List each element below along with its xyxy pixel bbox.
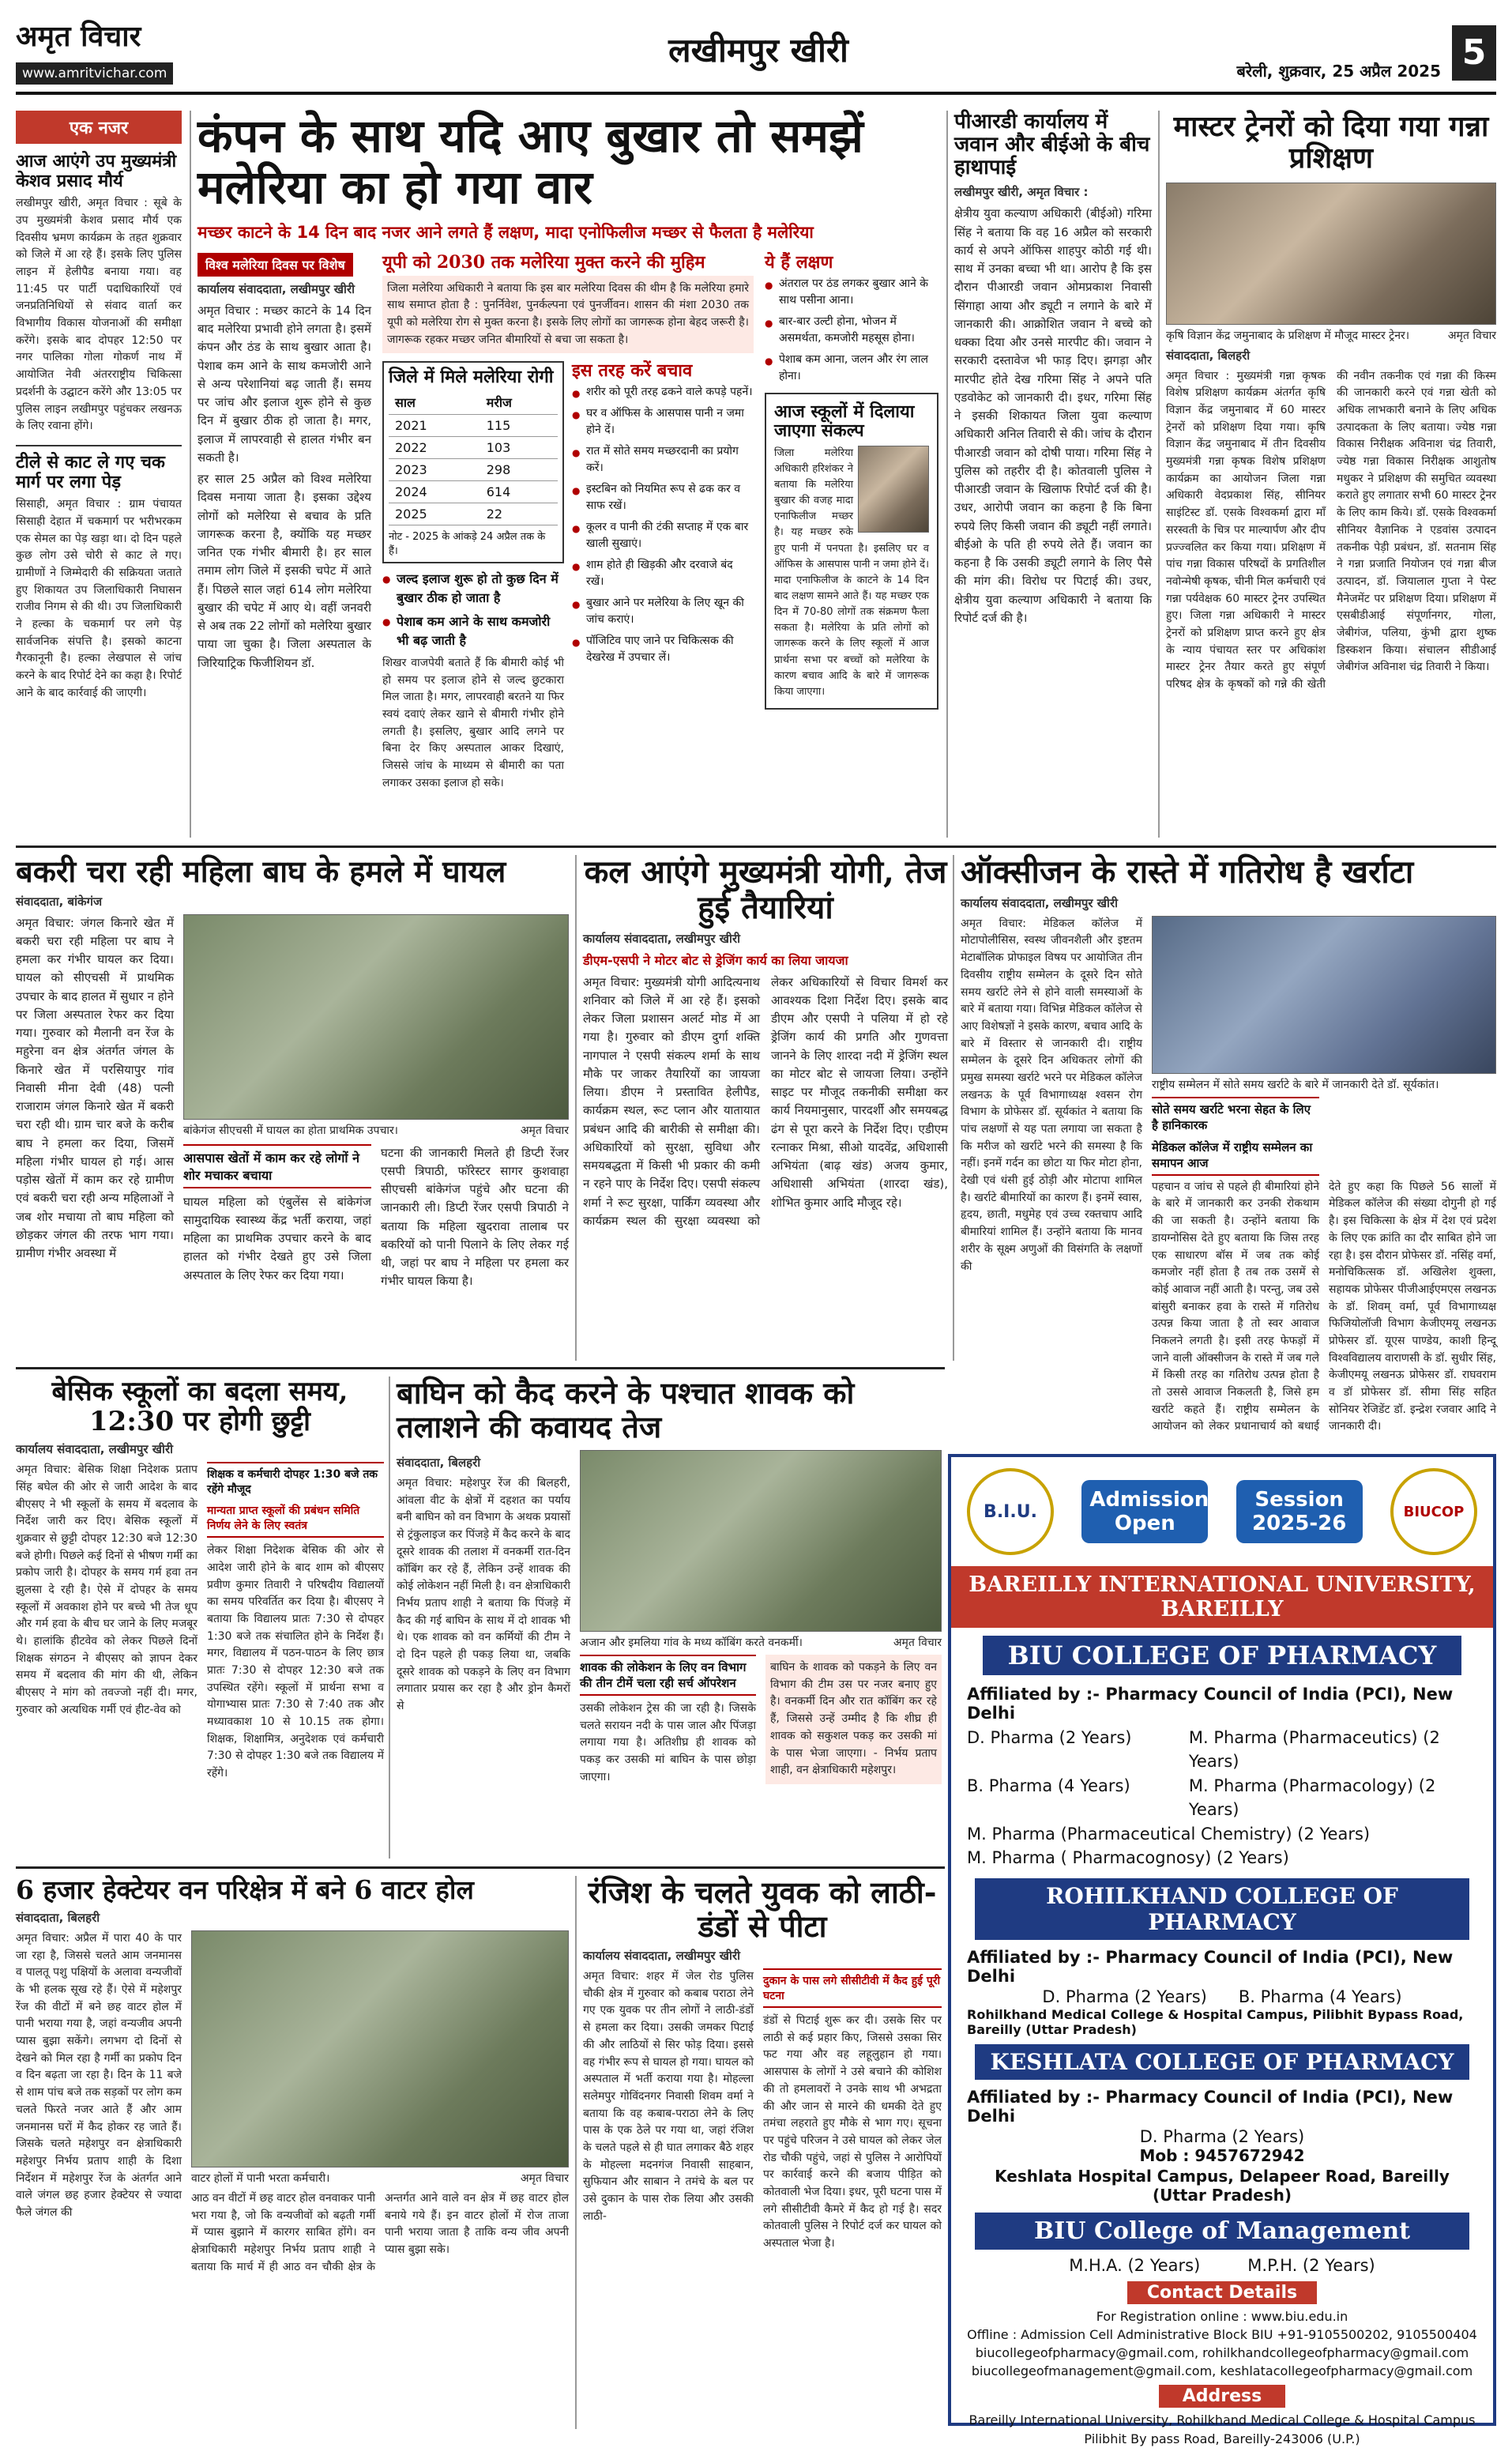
lead-story <box>197 111 940 838</box>
prevention-list <box>572 384 754 666</box>
goat-body: अमृत विचार: जंगल किनारे खेत में बकरी चरा रही महिला पर बाघ ने हमला कर गंभीर घायल कर दिया। घायल को सीएचसी में प्राथमिक उपचार के बाद हालत में सुधार न होने पर जिला अस्पताल रेफर कर दिया गया। गुरुवार को मैलानी वन रेंज के महुरेना वन क्षेत्र अंतर्गत जंगल के किनारे खेत में परसियापुर गांव निवासी मीना देवी (48) पत्नी राजाराम जंगल किनारे खेत में बकरी चरा रही थी। ग्राम चार बजे के करीब बाघ ने हमला कर दिया, जिसमें महिला गंभीर घायल हो गई। आस पड़ोस खेतों में काम कर रहे ग्रामीण एवं बकरी चरा रही अन्य महिलाओं ने जब शोर मचाया तो बाघ महिला को छोड़कर जंगल की तरफ भाग गया। ग्रामीण गंभीर अवस्था में <box>16 915 174 1261</box>
college3-course: D. Pharma (2 Years) <box>1139 2126 1305 2146</box>
contact-line[interactable]: For Registration online : www.biu.edu.in <box>1096 2308 1348 2324</box>
newspaper-logo <box>16 16 182 87</box>
course-item: B. Pharma (4 Years) <box>967 1776 1130 1795</box>
lead-subheadline: मच्छर काटने के 14 दिन बाद नजर आने लगते हैं लक्षण, मादा एनोफिलीज मच्छर से फैलता है मलेरिया <box>197 222 814 242</box>
waterhole-caption: वाटर होलों में पानी भरता कर्मचारी। <box>191 2171 330 2185</box>
lead-body3: शिखर वाजपेयी बताते हैं कि बीमारी कोई भी हो समय पर इलाज होने से जल्द छुटकारा मिल जाता है। मगर, लापरवाही बरतने या फिर स्वयं दवाएं लेकर खाने से बीमारी गंभीर होने लगती है। इसलिए, बुखार आदि लगने पर बिना देर किए अस्पताल आकर दिखाएं, जिससे जांच के माध्यम से बीमारी का पता लगाकर उसका इलाज हो सके। <box>382 656 564 789</box>
campaign-body: जिला मलेरिया अधिकारी ने बताया कि इस बार मलेरिया दिवस की थीम है कि मलेरिया हमारे साथ समाप्त होता है : पुनर्निवेश, पुनर्कल्पना एवं पुनर्जीवन। शासन की मंशा 2030 तक यूपी को मलेरिया रोग से मुक्त करना है। इसके लिए लोगों का जागरूक होना बेहद जरूरी है। जागरूक रहकर मच्छर जनित बीमारियों से बचा जा सकता है। <box>382 276 754 354</box>
malaria-table-box <box>382 361 564 563</box>
malaria-tips <box>382 570 564 650</box>
tigress-body2: उसकी लोकेशन ट्रेस की जा रही है। जिसके चलते सरायन नदी के पास जाल और पिंजड़ा लगाया गया है। अतिशीघ्र ही शावक को पकड़ कर उसकी मां बाघिन के पास छोड़ा जाएगा। <box>580 1702 756 1783</box>
trainers-body: अमृत विचार : मुख्यमंत्री गन्ना कृषक विशेष प्रशिक्षण कार्यक्रम अंतर्गत कृषि विज्ञान केंद्र जमुनाबाद में 60 मास्टर ट्रेनरों को प्रशिक्षण दिया गया। कृषि विज्ञान केंद्र जमुनाबाद में तीन दिवसीय मुख्यमंत्री गन्ना कृषक विशेष प्रशिक्षण कार्यक्रम का आयोजन जिला गन्ना अधिकारी वेदप्रकाश सिंह, सीनियर साइंटिस्ट डॉ. एसके विश्वकर्मा द्वारा माँ सरस्वती के चित्र पर माल्यार्पण और दीप प्रज्ज्वलित कर किया गया। प्रशिक्षण में पांच गन्ना विकास परिषदों के प्रगतिशील नवोन्मेषी कृषक, चीनी मिल कर्मचारी एवं गन्ना पर्यवेक्षक 60 मास्टर ट्रेनर उपस्थित हुए। जिला गन्ना अधिकारी ने मास्टर ट्रेनरों को प्रशिक्षण प्राप्त करने हुए क्षेत्र के न्याय पंचायत स्तर पर अधिकांश मास्टर ट्रेनर तैयार करते हुए संपूर्ण परिषद क्षेत्र के कृषकों को गन्ने की खेती की नवीन तकनीक एवं गन्ना की किस्म की जानकारी करने एवं गन्ना खेती को अधिक लाभकारी बनाने के लिए अधिक उत्पादकता के लिए बताया। ज्येष्ठ गन्ना विकास निरीक्षक अविनाश चंद्र तिवारी, ज्येष्ठ गन्ना विकास निरीक्षक आशुतोष मधुकर ने प्रशिक्षण की समुचित व्यवस्था कराते हुए लगातार सभी 60 मास्टर ट्रेनर के लिए काम किये। डॉ. एसके विश्वकर्मा सीनियर वैज्ञानिक ने एडवांस उत्पादन तकनीक पेड़ी प्रबंधन, डॉ. सतनाम सिंह ने गन्ना प्रजाति नियोजन एवं गन्ना बीज उत्पादन, डॉ. जियालाल गुप्ता ने पेस्ट मैनेजमेंट पर प्रशिक्षण दिया। प्रशिक्षण में एसबीडीआई संपूर्णानगर, गोला, जेबीगंज, पलिया, कुंभी द्वारा शुष्क डिस्कशन किया। संचालन सीडीआई जेबीगंज अविनाश चंद्र तिवारी ने किया। <box>1166 369 1496 691</box>
school-time-headline: बेसिक स्कूलों का बदला समय, 12:30 पर होगी छुट्टी <box>51 1376 348 1438</box>
trainers-headline: मास्टर ट्रेनरों को दिया गया गन्ना प्रशिक्षण <box>1173 110 1489 175</box>
school-time-body: अमृत विचार: बेसिक शिक्षा निदेशक प्रताप सिंह बघेल की ओर से जारी आदेश के बाद बीएसए ने भी स्कूलों के समय में बदलाव के निर्देश जारी कर दिए। बेसिक स्कूलों में शुक्रवार से छुट्टी दोपहर 12:30 बजे 12:30 बजे होगी। पिछले कई दिनों से भीषण गर्मी का प्रकोप जारी है। दोपहर के समय गर्म हवा तन झुलसा दे रही है। ऐसे में दोपहर के समय स्कूलों में अवकाश होने पर बच्चे भी तेज धूप और गर्म हवा के बीच घर जाने के लिए मजबूर थे। हालांकि हीटवेव को लेकर पिछले दिनों शिक्षक संगठन ने बीएसए को ज्ञापन देकर समय में बदलाव की मांग की थी, लेकिन बीएसए ने मांग को तवज्जो नहीं दी। मगर, गुरुवार को अत्यधिक गर्मी एवं हीट-वेव को <box>16 1463 197 1716</box>
oxygen-callout1: सोते समय खर्राटे भरना सेहत के लिए है हानिकारक <box>1152 1097 1319 1136</box>
prevention-item: ● शरीर को पूरी तरह ढकने वाले कपड़े पहनें। <box>572 384 754 401</box>
lead-byline: कार्यालय संवाददाता, लखीमपुर खीरी <box>197 281 355 296</box>
table-row <box>389 458 558 480</box>
contact-line[interactable]: biucollegeofmanagement@gmail.com, keshlatacollegeofpharmacy@gmail.com <box>971 2363 1473 2379</box>
goat-headline: बकरी चरा रही महिला बाघ के हमले में घायल <box>16 853 506 889</box>
contact-line: Offline : Admission Cell Administrative Block BIU +91-9105500202, 9105500404 <box>967 2326 1477 2342</box>
malaria-table <box>389 390 558 525</box>
biucop-logo-icon <box>1390 1468 1477 1555</box>
prevention-item: ● रात में सोते समय मच्छरदानी का प्रयोग करें। <box>572 443 754 476</box>
oxygen-photo <box>1152 916 1496 1074</box>
sidebar-story1-headline: आज आएंगे उप मुख्यमंत्री केशव प्रसाद मौर्य <box>16 151 177 191</box>
address-line: Pilibhit By pass Road, Bareilly-243006 (U.P.) <box>1084 2431 1360 2446</box>
goat-body2: घायल महिला को एंबुलेंस से बांकेगंज सामुदायिक स्वास्थ्य केंद्र भर्ती कराया, जहां महिला का प्राथमिक उपचार करने के बाद हालत को गंभीर देखते हुए उसे जिला अस्पताल के लिए रेफर कर दिया गया। <box>183 1194 371 1282</box>
table-row <box>389 503 558 525</box>
course-item: B. Pharma (4 Years) <box>1238 1987 1402 2006</box>
waterhole-headline: 6 हजार हेक्टेयर वन परिक्षेत्र में बने 6 वाटर होल <box>16 1874 474 1905</box>
waterhole-credit: अमृत विचार <box>520 2171 569 2185</box>
school-body: जिला मलेरिया अधिकारी हरिशंकर ने बताया कि मलेरिया बुखार की वजह मादा एनाफिलीज मच्छर है। यह मच्छर रुके हुए पानी में पनपता है। इसलिए घर व ऑफिस के आसपास पानी न जमा होने दें। मादा एनाफिलीज के काटने के 14 दिन बाद लक्षण सामने आते हैं। यह मच्छर एक दिन में 70-80 लोगों तक संक्रमण फैला सकता है। मलेरिया के प्रति लोगों को जागरूक करने के लिए स्कूलों में आज प्रार्थना सभा पर बच्चों को मलेरिया के कारण बचाव आदि के बारे में जागरूक किया जाएगा। <box>774 446 929 698</box>
biu-badge-icon <box>967 1468 1054 1555</box>
prevention-title: इस तरह करें बचाव <box>572 360 693 382</box>
prd-headline: पीआरडी कार्यालय में जवान और बीईओ के बीच हाथापाई <box>954 110 1150 180</box>
prevention-item: ● शाम होते ही खिड़की और दरवाजे बंद रखें। <box>572 557 754 590</box>
goat-callout: आसपास खेतों में काम कर रहे लोगों ने शोर मचाकर बचाया <box>183 1144 371 1188</box>
college3-affiliation: Affiliated by :- Pharmacy Council of India (PCI), New Delhi <box>967 2087 1454 2126</box>
tigress-credit: अमृत विचार <box>893 1636 942 1650</box>
school-time-story <box>16 1377 384 1859</box>
symptoms-list <box>765 276 938 385</box>
symptom-item: ● बार-बार उल्टी होना, भोजन में असमर्थता, कमजोरी महसूस होना। <box>765 314 938 347</box>
college3-address: Keshlata Hospital Campus, Delapeer Road, Bareilly (Uttar Pradesh) <box>995 2166 1450 2205</box>
table-header-year: साल <box>389 390 480 415</box>
prd-story <box>954 111 1152 838</box>
session-badge: Session 2025-26 <box>1236 1480 1363 1543</box>
campaign-headline: यूपी को 2030 तक मलेरिया मुक्त करने की मुहिम <box>382 251 705 273</box>
address-title: Address <box>1159 2385 1285 2408</box>
table-cell: 2022 <box>389 436 480 458</box>
dispute-headline: रंजिश के चलते युवक को लाठी-डंडों से पीटा <box>588 1874 937 1944</box>
goat-caption: बांकेगंज सीएचसी में घायल का होता प्राथमिक उपचार। <box>183 1124 398 1137</box>
waterhole-body: अमृत विचार: अप्रैल में पारा 40 के पार जा रहा है, जिससे चलते आम जनमानस व पालतू पशु पक्षियों के अलावा वन्यजीवों के भी हलक सूख रहे हैं। ऐसे में महेशपुर रेंज की वीटों में बने छह वाटर होल में पानी भराया गया है, जहां वन्यजीव अपनी प्यास बुझा सकेंगे। लगभग दो दिनों से देखने को मिल रहा है गर्मी का प्रकोप दिन व दिन बढ़ता जा रहा है। दिन के 11 बजे से शाम पांच बजे तक सड़कों पर लोग कम चलते फिरते नजर आते हैं और आम जनमानस घरों में कैद होकर रह जाते हैं। जिसके चलते महेशपुर वन क्षेत्राधिकारी महेशपुर निर्भय प्रताप शाही के दिशा निर्देशन में महेशपुर रेंज के अंतर्गत आने वाले जंगल छह हजार हेक्टेयर से ज्यादा फैले जंगल की <box>16 1931 182 2219</box>
dispute-callout: दुकान के पास लगे सीसीटीवी में कैद हुई पूरी घटना <box>763 1968 942 2008</box>
prevention-item: ● कूलर व पानी की टंकी सप्ताह में एक बार खाली सुखाएं। <box>572 519 754 552</box>
table-cell: 2024 <box>389 480 480 503</box>
table-cell: 103 <box>480 436 558 458</box>
cm-headline: कल आएंगे मुख्यमंत्री योगी, तेज हुई तैयारियां <box>584 853 947 926</box>
oxygen-headline: ऑक्सीजन के रास्ते में गतिरोध है खर्राटा <box>961 853 1414 891</box>
lead-body2: हर साल 25 अप्रैल को विश्व मलेरिया दिवस मनाया जाता है। इसका उद्देश्य लोगों को मलेरिया से बचाव के प्रति जागरूक करना है, क्योंकि यह मच्छर जनित एक गंभीर बीमारी है। हर साल तमाम लोग जिले में इसकी चपेट में आते हैं। पिछले साल जहां 614 लोग मलेरिया बुखार की चपेट में आए थे। वहीं जनवरी से अब तक 22 लोगों को मलेरिया बुखार पाया जा चुका है। जिला अस्पताल के जिरियाट्रिक फिजीशियन डॉ. <box>197 472 371 670</box>
prevention-item: ● पॉजिटिव पाए जाने पर चिकित्सक की देखरेख में उपचार लें। <box>572 633 754 666</box>
goat-caption-row <box>183 1123 569 1138</box>
course-item: M.H.A. (2 Years) <box>1069 2255 1201 2275</box>
dispute-body: अमृत विचार: शहर में जेल रोड पुलिस चौकी क्षेत्र में गुरुवार को कबाब पराठा लेने गए एक युवक पर तीन लोगों ने लाठी-डंडों से हमला कर दिया। उसकी जमकर पिटाई की और लाठियों से सिर फोड़ दिया। इससे वह गंभीर रूप से घायल हो गया। घायल को अस्पताल में भर्ती कराया गया है। मोहल्ला सलेमपुर गोविंदनगर निवासी शिवम वर्मा ने बताया कि वह कबाब-पराठा लेने के लिए पास के एक ठेले पर गया था, जहां रंजिश के चलते पहले से ही घात लगाकर बैठे शहर के मोहल्ला मदनगंज निवासी साहबान, सुफियान और साबान ने तमंचे के बल पर उसे दुकान के पास रोक लिया और उसकी लाठी- <box>583 1970 754 2223</box>
officer-photo <box>858 446 929 533</box>
contact-lines <box>951 2307 1493 2381</box>
tigress-headline: बाघिन को कैद करने के पश्चात शावक को तलाशने की कवायद तेज <box>397 1375 855 1444</box>
waterhole-byline: संवाददाता, बिलहरी <box>16 1910 100 1925</box>
logo-text: अमृत विचार <box>16 20 141 53</box>
trainers-story <box>1166 111 1496 838</box>
biu-advertisement[interactable] <box>948 1454 1496 2446</box>
contact-title: Contact Details <box>1127 2281 1317 2304</box>
college2-name: ROHILKHAND COLLEGE OF PHARMACY <box>975 1878 1469 1940</box>
college1-name: BIU COLLEGE OF PHARMACY <box>983 1636 1461 1675</box>
course-item: M. Pharma (Pharmaceutical Chemistry) (2 Years) <box>967 1824 1371 1844</box>
sidebar-label: एक नजर <box>16 111 182 144</box>
course-item: M. Pharma ( Pharmacognosy) (2 Years) <box>967 1848 1289 1868</box>
table-row <box>389 480 558 503</box>
oxygen-callout2: मेडिकल कॉलेज में राष्ट्रीय सम्मेलन का समापन आज <box>1152 1136 1319 1176</box>
school-headline: आज स्कूलों में दिलाया जाएगा संकल्प <box>774 401 915 442</box>
sidebar-ek-nazar <box>16 111 182 838</box>
lead-tag: विश्व मलेरिया दिवस पर विशेष <box>197 253 353 277</box>
trainers-byline: संवाददाता, बिलहरी <box>1166 348 1251 363</box>
trainers-photo <box>1166 183 1496 325</box>
dispute-body2: डंडों से पिटाई शुरू कर दी। उसके सिर पर लाठी से कई प्रहार किए, जिससे उसका सिर फट गया और वह लहूलुहान हो गया। आसपास के लोगों ने उसे बचाने की कोशिश की तो हमलावरों ने उनके साथ भी अभद्रता की और जान से मारने की धमकी देते हुए तमंचा लहराते हुए मौके से भाग गए। सूचना पर पहुंचे परिजन ने उसे घायल को लेकर जेल रोड चौकी पहुंचे, जहां से पुलिस ने आरोपियों पर कार्रवाई करने की बजाय पीड़ित को कोतवाली भेज दिया। इधर, पूरी घटना पास में लगे सीसीटीवी कैमरे में कैद हो गई है। सदर कोतवाली पुलिस ने रिपोर्ट दर्ज कर घायल को अस्पताल भेजा है। <box>763 2014 942 2250</box>
university-name: BAREILLY INTERNATIONAL UNIVERSITY, BAREILLY <box>951 1566 1493 1628</box>
tigress-byline: संवाददाता, बिलहरी <box>397 1456 481 1471</box>
prevention-item: ● इस्टबिन को नियमित रूप से ढक कर व साफ रखें। <box>572 481 754 514</box>
sidebar-story1-body: लखीमपुर खीरी, अमृत विचार : सूबे के उप मुख्यमंत्री केशव प्रसाद मौर्य एक दिवसीय भ्रमण कार्यक्रम के तहत शुक्रवार को जिले में आ रहे हैं। इसके लिए पुलिस लाइन में हेलीपैड बनाया गया। वह 11:45 पर पार्टी पदाधिकारियों एवं जनप्रतिनिधियों से संवाद वार्ता कर विभागीय विकास योजनाओं की समीक्षा करेंगे। इसके बाद दोपहर 12:50 पर नगर पालिका गोला गोकर्ण नाथ में आयोजित नेवी अंतरराष्ट्रीय चिकित्सा प्रदर्शनी के उद्घाटन करेंगे और 13:05 पर पुलिस लाइन लखीमपुर पहुंचकर लखनऊ के लिए रवाना होंगे। <box>16 197 182 433</box>
table-cell: 22 <box>480 503 558 525</box>
college4-name: BIU College of Management <box>975 2213 1469 2250</box>
table-row <box>389 436 558 458</box>
oxygen-body: अमृत विचार: मेडिकल कॉलेज में मोटापोलीसिस, स्वस्थ जीवनशैली और इष्टतम मेटाबॉलिक प्रोफाइल विषय पर आयोजित तीन दिवसीय राष्ट्रीय सम्मेलन के दूसरे दिन सोते समय खर्राटे लेने से होने वाली समस्याओं के बारे में बताया गया। विभिन्न मेडिकल कॉलेज से आए विशेषज्ञों ने इसके कारण, बचाव आदि के बारे में विस्तार से जानकारी दी। राष्ट्रीय सम्मेलन के दूसरे दिन अधिकतर लोगों की प्रमुख समस्या खर्राटे भरने पर मेडिकल कॉलेज लखनऊ के पूर्व विभागाध्यक्ष श्वसन रोग विभाग के प्रोफेसर डॉ. सूर्यकांत ने बताया कि पांच लक्षणों से यह पता लगाया जा सकता है कि मरीज को खर्राटे भरने की समस्या है कि नहीं। इनमें गर्दन का छोटा या फिर मोटा होना, देखी एवं धंसी हुई ठोड़ी और मोटापा शामिल है। खर्राटे बीमारियों का कारण हैं। इनमें स्वास, हृदय, छाती, मधुमेह एवं उच्च रक्तचाप आदि बीमारियां शामिल हैं। उन्होंने बताया कि मानव शरीर के सूक्ष्म अणुओं की विसंगति के लक्षणों की <box>961 917 1142 1273</box>
prevention-item: ● घर व ऑफिस के आसपास पानी न जमा होने दें। <box>572 405 754 439</box>
biucop-logo-text: BIUCOP <box>1403 1503 1465 1520</box>
waterhole-story <box>16 1876 569 2429</box>
prd-byline: लखीमपुर खीरी, अमृत विचार : <box>954 185 1089 200</box>
dateline: बरेली, शुक्रवार, 25 अप्रैल 2025 <box>1236 62 1441 81</box>
school-time-callout1: शिक्षक व कर्मचारी दोपहर 1:30 बजे तक रहेंगे मौजूद <box>207 1462 384 1500</box>
goat-story <box>16 855 569 1361</box>
school-box <box>765 393 938 710</box>
address-lines <box>951 2411 1493 2447</box>
contact-line[interactable]: biucollegeofpharmacy@gmail.com, rohilkhandcollegeofpharmacy@gmail.com <box>975 2345 1469 2360</box>
oxygen-story <box>961 855 1496 1440</box>
symptom-item: ● पेशाब कम आना, जलन और रंग लाल होना। <box>765 352 938 385</box>
tigress-caption-row <box>580 1635 942 1650</box>
goat-body3: घटना की जानकारी मिलते ही डिप्टी रेंजर एसपी त्रिपाठी, फॉरेस्टर सागर कुशवाहा सीएचसी बांकेगंज पहुंचे और घटना की जानकारी ली। डिप्टी रेंजर एसपी त्रिपाठी ने बताया कि महिला खुदरावा तालाब पर बकरियों को पानी पिलाने के लिए लेकर गई थी, जहां पर बाघ ने महिला पर हमला कर गंभीर घायल किया है। <box>381 1145 569 1289</box>
cm-byline: कार्यालय संवाददाता, लखीमपुर खीरी <box>583 931 740 946</box>
college2-affiliation: Affiliated by :- Pharmacy Council of India (PCI), New Delhi <box>967 1947 1454 1986</box>
course-item: M. Pharma (Pharmaceutics) (2 Years) <box>1188 1728 1440 1772</box>
college2-address: Rohilkhand Medical College & Hospital Campus, Pilibhit Bypass Road, Bareilly (Uttar Pradesh) <box>967 2006 1464 2037</box>
cm-body: अमृत विचार: मुख्यमंत्री योगी आदित्यनाथ शनिवार को जिले में आ रहे हैं। इसको लेकर जिला प्रशासन अलर्ट मोड में आ गया है। गुरुवार को डीएम दुर्गा शक्ति नागपाल ने एसपी संकल्प शर्मा के साथ मौके पर जाकर तैयारियों का जायजा लिया। डीएम ने प्रस्तावित हेलीपैड, कार्यक्रम स्थल, रूट प्लान और यातायात प्रबंधन आदि की बारीकी से समीक्षा की। अधिकारियों को सुरक्षा, सुविधा और समयबद्धता में किसी भी प्रकार की कमी न रहने पाए के निर्देश दिए। एसपी संकल्प शर्मा ने रूट सुरक्षा, पार्किंग व्यवस्था और कार्यक्रम स्थल की सुरक्षा व्यवस्था को लेकर अधिकारियों से विचार विमर्श कर आवश्यक दिशा निर्देश दिए। इसके बाद डीएम और एसपी ने पलिया में हो रहे ड्रेजिंग कार्य की प्रगति और गुणवत्ता जानने के लिए शारदा नदी में ड्रेजिंग स्थल का मोटर बोट से जायजा लिया। उन्होंने साइट पर मौजूद तकनीकी समीक्षा कर कार्य नियमानुसार, पारदर्शी और समयबद्ध ढंग से पूरा करने के निर्देश दिए। एडीएम रत्नाकर मिश्रा, सीओ यादवेंद्र, अधिशासी अभियंता (बाढ़ खंड) अजय कुमार, अधिशासी अभियंता (शारदा खंड), शोभित कुमार आदि मौजूद रहे। <box>583 974 948 1228</box>
table-cell: 2023 <box>389 458 480 480</box>
masthead <box>16 16 1496 95</box>
table-cell: 2021 <box>389 414 480 436</box>
course-item: M.P.H. (2 Years) <box>1247 2255 1375 2275</box>
trainers-caption-row <box>1166 328 1496 343</box>
oxygen-caption: राष्ट्रीय सम्मेलन में सोते समय खर्राटे के बारे में जानकारी देते डॉ. सूर्यकांत। <box>1152 1078 1439 1091</box>
tip-item: ● पेशाब कम आने के साथ कमजोरी भी बढ़ जाती है <box>382 612 564 650</box>
table-cell: 298 <box>480 458 558 480</box>
course-item: M. Pharma (Pharmacology) (2 Years) <box>1188 1776 1436 1820</box>
tigress-quote: बाघिन के शावक को पकड़ने के लिए वन विभाग की टीम उस पर नजर बनाए हुए है। वनकर्मी दिन और रात कॉबिंग कर रहे हैं, जिससे उन्हें उम्मीद है कि शीघ्र ही शावक को सकुशल पकड़ कर उसकी मां के पास भेजा जाएगा। - निर्भय प्रताप शाही, वन क्षेत्राधिकारी महेशपुर। <box>765 1655 942 1784</box>
malaria-table-title: जिले में मिले मलेरिया रोगी <box>389 367 554 388</box>
tip-item: ● जल्द इलाज शुरू हो तो कुछ दिन में बुखार ठीक हो जाता है <box>382 570 564 608</box>
waterhole-caption-row <box>191 2171 569 2186</box>
college3-mobile: Mob : 9457672942 <box>1139 2145 1305 2165</box>
tigress-story <box>397 1377 942 1859</box>
course-item: D. Pharma (2 Years) <box>967 1728 1132 1747</box>
dispute-story <box>583 1876 942 2429</box>
table-header-patients: मरीज <box>480 390 558 415</box>
table-cell: 115 <box>480 414 558 436</box>
school-time-body2: लेकर शिक्षा निदेशक बेसिक की ओर से आदेश जारी होने के बाद शाम को बीएसए प्रवीण कुमार तिवारी ने परिषदीय विद्यालयों का समय परिवर्तित कर दिया है। बीएसए ने बताया कि विद्यालय प्रातः 7:30 से दोपहर 1:30 बजे तक संचालित होने के निर्देश हैं। मगर, विद्यालय में पठन-पाठन के लिए छात्र प्रातः 7:30 से दोपहर 12:30 बजे तक उपस्थित रहेंगे। स्कूलों में प्रार्थना सभा व योगाभ्यास प्रातः 7:30 से 7:40 तक और मध्यावकाश 10 से 10.15 तक होगा। शिक्षक, शिक्षामित्र, अनुदेशक एवं कर्मचारी 7:30 से दोपहर 1:30 बजे तक विद्यालय में रहेंगे। <box>207 1544 384 1780</box>
tigress-callout: शावक की लोकेशन के लिए वन विभाग की तीन टीमें चला रही सर्च ऑपरेशन <box>580 1655 756 1696</box>
college1-courses <box>951 1724 1493 1872</box>
goat-credit: अमृत विचार <box>520 1124 569 1137</box>
table-cell: 614 <box>480 480 558 503</box>
sidebar-story2-body: सिसाही, अमृत विचार : ग्राम पंचायत सिसाही देहात में चकमार्ग पर भरीभरकम एक सेमल का पेड़ खड़ा था। दो दिन पहले कुछ लोग उसे चोरी से काट ले गए। ग्रामीणों ने जिम्मेदारी की सक्रियता जताते हुए शिकायत उप जिलाधिकारी निघासन राजीव निगम से की थी। उप जिलाधिकारी ने हल्का के चकमार्ग पर लगे पेड़ सार्वजनिक संपत्ति है। इसको काटना गैरकानूनी है। हल्का लेखपाल से जांच करने के बाद रिपोर्ट देने का कहा है। रिपोर्ट आने के बाद कार्रवाई की जाएगी। <box>16 498 182 699</box>
college4-courses <box>951 2256 1493 2275</box>
symptom-item: ● अंतराल पर ठंड लगकर बुखार आने के साथ पसीना आना। <box>765 276 938 309</box>
lead-headline: कंपन के साथ यदि आए बुखार तो समझें मलेरिया का हो गया वार <box>197 109 863 214</box>
college2-courses <box>951 1987 1493 2006</box>
prd-body: क्षेत्रीय युवा कल्याण अधिकारी (बीईओ) गरिमा सिंह ने बताया कि वह 16 अप्रैल को सरकारी कार्य से अपने ऑफिस शाहपुर कोठी गई थी। साथ में उनका बच्चा भी था। आरोप है कि इस दौरान पीआरडी जवान ओमप्रकाश निवासी सिंगाहा आया और ड्यूटी न लगाने के बारे में जानकारी की। आक्रोशित जवान ने बच्चे को धक्का दिया और उनसे मारपीट की। जवान ने सरकारी दस्तावेज भी फाड़ दिए। झगड़ा और मारपीट होते देख गरिमा सिंह ने अपने पति एडवोकेट को जानकारी दी। इधर, गरिमा सिंह ने इसकी शिकायत जिला युवा कल्याण अधिकारी अनिल तिवारी से की। जांच के दौरान पीआरडी जवान को दोषी पाया। गरिमा सिंह ने पुलिस को तहरीर दी है। कोतवाली पुलिस ने पीआरडी जवान के खिलाफ रिपोर्ट दर्ज की है। उधर, आरोपी जवान का कहना है कि बिना रुपये लिए किसी जवान की ड्यूटी नहीं लगाते। बीईओ के पति ही रुपये लेते हैं। जवान का कहना है कि उसकी ड्यूटी लगाने के लिए पैसे की मांग की। विरोध पर पिटाई की। उधर, क्षेत्रीय युवा कल्याण अधिकारी ने बताया कि रिपोर्ट दर्ज की है। <box>954 206 1152 625</box>
table-cell: 2025 <box>389 503 480 525</box>
trainers-credit: अमृत विचार <box>1447 329 1496 342</box>
lead-body1: अमृत विचार : मच्छर काटने के 14 दिन बाद मलेरिया प्रभावी होने लगता है। इसमें कंपन और ठंड के साथ बुखार आता है। पेशाब कम आने के साथ कमजोरी आने से अन्य परेशानियां बढ़ जाती हैं। समय पर जांच और इलाज शुरू होने से कुछ दिन में बुखार ठीक हो जाता है। मगर, इलाज में लापरवाही से हालत गंभीर बन सकती है। <box>197 303 371 465</box>
prevention-item: ● बुखार आने पर मलेरिया के लिए खून की जांच कराएं। <box>572 595 754 628</box>
oxygen-byline: कार्यालय संवाददाता, लखीमपुर खीरी <box>961 895 1118 910</box>
tigress-caption: अजान और इमलिया गांव के मध्य कॉबिंग करते वनकर्मी। <box>580 1636 803 1650</box>
cm-story <box>583 855 948 1361</box>
goat-byline: संवाददाता, बांकेगंज <box>16 894 103 909</box>
waterhole-body2: आठ वन वीटों में छह वाटर होल वनवाकर पानी भरा गया है, जो कि वन्यजीवों को बढ़ती गर्मी में प्यास बुझाने में कारगर साबित होंगे। वन क्षेत्राधिकारी महेशपुर निर्भय प्रताप शाही ने बताया कि मार्च में ही आठ वन चौकी क्षेत्र के अन्तर्गत आने वाले वन क्षेत्र में छह वाटर होल बनाये गये हैं। इन वाटर होलों में रोज ताजा पानी भराया जाता है ताकि वन्य जीव अपनी प्यास बुझा सके। <box>191 2191 569 2273</box>
address-line: Bareilly International University, Rohilkhand Medical College & Hospital Campus <box>969 2412 1476 2428</box>
school-time-callout2: मान्यता प्राप्त स्कूलों की प्रबंधन समिति निर्णय लेने के लिए स्वतंत्र <box>207 1500 384 1538</box>
website-link[interactable]: www.amritvichar.com <box>16 62 173 85</box>
course-item: D. Pharma (2 Years) <box>1042 1987 1207 2006</box>
waterhole-photo <box>191 1930 569 2167</box>
biu-badge-text: B.I.U. <box>984 1501 1037 1522</box>
sidebar-story2-headline: टीले से काट ले गए चक मार्ग पर लगा पेड़ <box>16 445 182 491</box>
trainers-caption: कृषि विज्ञान केंद्र जमुनाबाद के प्रशिक्षण में मौजूद मास्टर ट्रेनर। <box>1166 329 1409 342</box>
edition-title: लखीमपुर खीरी <box>668 31 848 70</box>
college3-name: KESHLATA COLLEGE OF PHARMACY <box>975 2044 1469 2080</box>
cm-callout: डीएम-एसपी ने मोटर बोट से ड्रेजिंग कार्य का लिया जायजा <box>583 952 848 968</box>
tigress-body: अमृत विचार: महेशपुर रेंज की बिलहरी, आंवला वीट के क्षेत्रों में दहशत का पर्याय बनी बाघिन को वन विभाग के अथक प्रयासों से ट्रंकुलाइज कर पिंजड़े में कैद करने के बाद दूसरे शावक की तलाश में वनकर्मी रात-दिन कॉबिंग कर रहे हैं, लेकिन उन्हें शावक की कोई लोकेशन नहीं मिली है। वन क्षेत्राधिकारी निर्भय प्रताप शाही ने बताया कि पिंजड़े में कैद की गई बाघिन के साथ में दो शावक भी थे। एक शावक को वन कर्मियों की टीम ने दो दिन पहले ही पकड़ लिया था, जबकि दूसरे शावक को पकड़ने के लिए वन विभाग लगातार प्रयास कर रहा है और ड्रोन कैमरों से <box>397 1477 570 1713</box>
oxygen-body2: पहचान व जांच से पहले ही बीमारियां होने के बारे में जानकारी कर उनकी रोकथाम की जा सकती है। उन्होंने बताया कि डायग्नोसिस देते हुए बताया कि जिस तरह एक साधारण बॉस में जब तक कोई कमजोर नहीं होता है तब तक उसमें से कोई आवाज नहीं आती है। परन्तु, जब उसे बांसुरी बनाकर हवा के रास्ते में गतिरोध उत्पन्न किया जाता है तो स्वर आवाज निकलने लगती है। इसी तरह फेफड़ों में जाने वाली ऑक्सीजन के रास्ते में जब गले में किसी तरह का गतिरोध उत्पन्न होता है तो उससे आवाज निकलती है, जिसे हम खर्राटे कहते हैं। राष्ट्रीय सम्मेलन के आयोजन को लेकर प्रधानाचार्य को बधाई देते हुए कहा कि पिछले 56 सालों में मेडिकल कॉलेज की संख्या दोगुनी हो गई है। इस चिकित्सा के क्षेत्र में देश एवं प्रदेश के लिए एक क्रांति का दौर साबित होने जा रहा है। इस दौरान प्रोफेसर डॉ. नसिंह वर्मा, मनोचिकित्सक डॉ. अखिलेश शुक्ला, सहायक प्रोफेसर पीजीआईएमएस लखनऊ के डॉ. शिवम् वर्मा, पूर्व विभागाध्यक्ष फिजियोलॉजी विभाग केजीएमयू लखनऊ प्रोफेसर डॉ. यूएस पाण्डेय, काशी हिन्दू विश्वविद्यालय वाराणसी के डॉ. सुधीर सिंह, केजीएमयू लखनऊ प्रोफेसर डॉ. राघवराम व डॉ प्रोफेसर डॉ. सीमा सिंह सहित सोनियर रेजिडेंट डॉ. इन्द्रेश रजवार आदि ने जानकारी दी। <box>1152 1180 1496 1433</box>
page-number: 5 <box>1452 25 1496 81</box>
goat-photo <box>183 914 569 1120</box>
symptoms-title: ये हैं लक्षण <box>765 251 833 273</box>
table-row <box>389 414 558 436</box>
tigress-photo <box>580 1450 942 1632</box>
college1-affiliation: Affiliated by :- Pharmacy Council of India (PCI), New Delhi <box>967 1685 1454 1723</box>
admission-badge: Admission Open <box>1081 1480 1208 1543</box>
table-note: नोट - 2025 के आंकड़े 24 अप्रैल तक के हैं। <box>389 530 546 557</box>
dispute-byline: कार्यालय संवाददाता, लखीमपुर खीरी <box>583 1949 740 1964</box>
school-time-byline: कार्यालय संवाददाता, लखीमपुर खीरी <box>16 1442 173 1457</box>
